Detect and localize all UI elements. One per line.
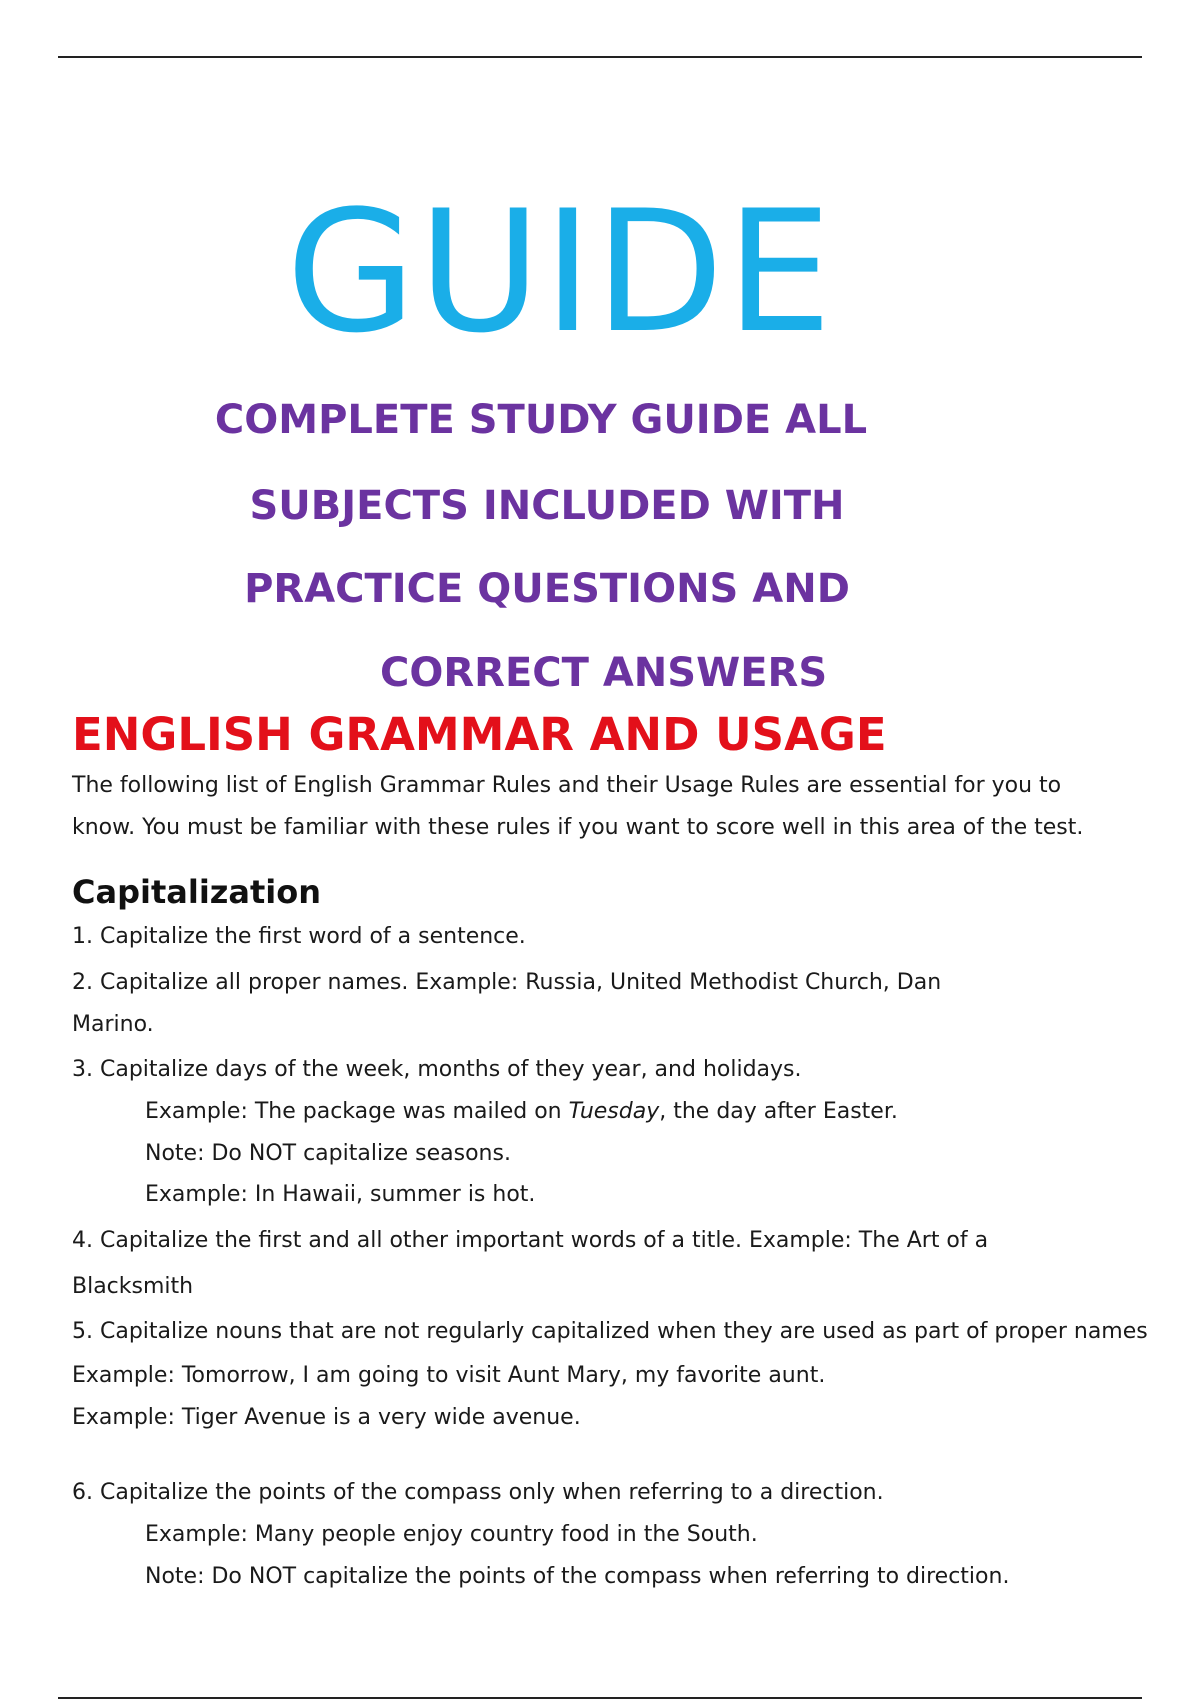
- rule-6-note: Note: Do NOT capitalize the points of the compass when referring to direction.: [145, 1564, 1010, 1589]
- rule-5: 5. Capitalize nouns that are not regularly capitalized when they are used as part of proper names: [72, 1319, 1148, 1344]
- rule-6-example: Example: Many people enjoy country food in the South.: [145, 1522, 758, 1547]
- intro-line-1: The following list of English Grammar Rules and their Usage Rules are essential for you to: [72, 773, 1062, 798]
- rule-5-example-1: Example: Tomorrow, I am going to visit Aunt Mary, my favorite aunt.: [72, 1363, 826, 1388]
- top-rule: [58, 56, 1142, 58]
- rule-2-line-2: Marino.: [72, 1012, 154, 1037]
- intro-line-2: know. You must be familiar with these rules if you want to score well in this area of the test.: [72, 815, 1084, 840]
- rule-3-example: [145, 1097, 898, 1127]
- capitalization-heading: Capitalization: [72, 873, 322, 911]
- intro-paragraph: [72, 765, 1132, 849]
- rule-3-example-emphasis: Tuesday: [568, 1099, 660, 1124]
- subtitle-line-2: SUBJECTS INCLUDED WITH: [249, 483, 845, 529]
- rule-3-example-pre: Example: The package was mailed on: [145, 1099, 569, 1124]
- bottom-rule: [58, 1697, 1142, 1699]
- rule-4-line-1: 4. Capitalize the first and all other important words of a title. Example: The Art of a: [72, 1228, 989, 1253]
- subtitle-line-4: CORRECT ANSWERS: [380, 650, 828, 696]
- rule-2-line-1: 2. Capitalize all proper names. Example: Russia, United Methodist Church, Dan: [72, 970, 942, 995]
- rule-3: 3. Capitalize days of the week, months of they year, and holidays.: [72, 1057, 802, 1082]
- rule-1: 1. Capitalize the first word of a sentence.: [72, 924, 526, 949]
- rule-6: 6. Capitalize the points of the compass only when referring to a direction.: [72, 1480, 884, 1505]
- rule-3-example-2: Example: In Hawaii, summer is hot.: [145, 1182, 536, 1207]
- subtitle-line-3: PRACTICE QUESTIONS AND: [244, 566, 850, 612]
- guide-title: GUIDE: [285, 174, 835, 370]
- section-heading: ENGLISH GRAMMAR AND USAGE: [72, 708, 887, 761]
- rule-3-example-post: , the day after Easter.: [659, 1099, 898, 1124]
- rule-4-line-2: Blacksmith: [72, 1274, 194, 1299]
- rule-3-note: Note: Do NOT capitalize seasons.: [145, 1141, 511, 1166]
- rule-5-example-2: Example: Tiger Avenue is a very wide avenue.: [72, 1405, 581, 1430]
- subtitle-line-1: COMPLETE STUDY GUIDE ALL: [214, 397, 868, 443]
